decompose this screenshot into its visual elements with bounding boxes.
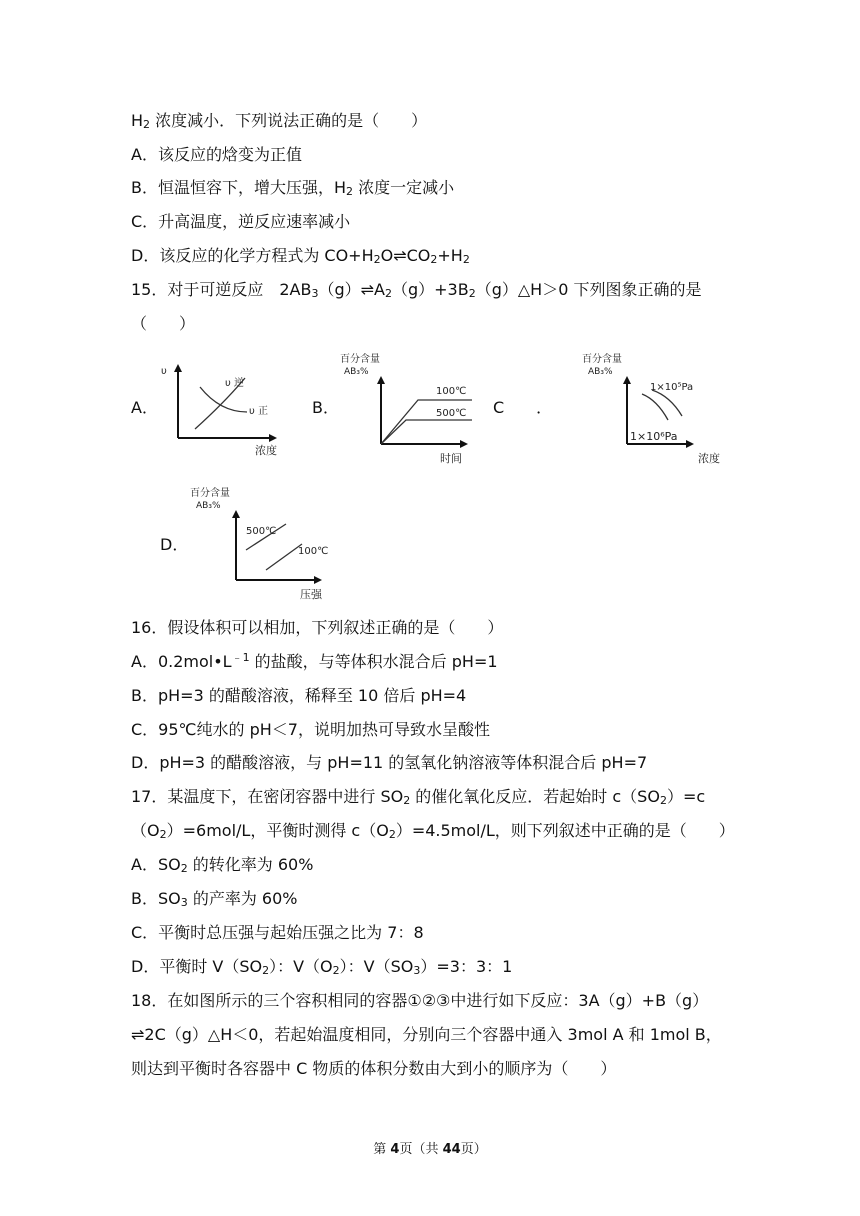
q16-option-b: B．pH=3 的醋酸溶液，稀释至 10 倍后 pH=4 bbox=[131, 686, 467, 705]
curve-500c bbox=[381, 420, 472, 444]
option-text: B．恒温恒容下，增大压强，H bbox=[131, 178, 347, 197]
option-text: O⇌CO bbox=[380, 246, 431, 265]
subscript: 2 bbox=[462, 253, 470, 266]
q15-option-d-label: D． bbox=[160, 535, 189, 554]
q14-stem-text: 浓度减小．下列说法正确的是（ ） bbox=[150, 111, 428, 130]
footer-text: 页（共 bbox=[399, 1142, 443, 1157]
x-axis-arrow bbox=[460, 440, 468, 448]
graph-c-svg bbox=[582, 350, 732, 468]
curve2-label: υ 正 bbox=[249, 406, 268, 417]
q15-option-b-label: B． bbox=[312, 398, 339, 417]
page-number: 4 bbox=[390, 1142, 400, 1157]
y-axis-arrow bbox=[232, 510, 240, 518]
x-label: 浓度 bbox=[255, 444, 277, 457]
graph-d bbox=[190, 484, 340, 602]
q17-option-c: C．平衡时总压强与起始压强之比为 7：8 bbox=[131, 923, 424, 942]
subscript: 2 bbox=[384, 287, 392, 300]
q16-option-c: C．95℃纯水的 pH＜7，说明加热可导致水呈酸性 bbox=[131, 720, 490, 739]
option-text: 的转化率为 60% bbox=[187, 855, 314, 874]
subscript: 2 bbox=[403, 794, 411, 807]
q17-stem-text: ）=4.5mol/L，则下列叙述中正确的是（ ） bbox=[395, 821, 735, 840]
curve2-label: 1×10⁶Pa bbox=[630, 430, 678, 443]
y-label-2: AB₃% bbox=[588, 367, 613, 377]
q15-stem bbox=[131, 279, 701, 301]
option-text: D．平衡时 V（SO bbox=[131, 957, 263, 976]
q15-stem-text: （g）△H＞0 下列图象正确的是 bbox=[475, 280, 702, 299]
q16-option-d: D．pH=3 的醋酸溶液，与 pH=11 的氢氧化钠溶液等体积混合后 pH=7 bbox=[131, 753, 648, 772]
q17-stem-text: ）=6mol/L，平衡时测得 c（O bbox=[166, 821, 389, 840]
graph-b-svg bbox=[338, 350, 478, 468]
curve2-label: 500℃ bbox=[436, 408, 467, 419]
x-label: 时间 bbox=[440, 452, 462, 465]
q14-option-b bbox=[131, 177, 454, 199]
y-label-1: 百分含量 bbox=[582, 354, 622, 365]
graph-d-svg bbox=[190, 484, 340, 602]
footer-text: 第 bbox=[373, 1142, 391, 1157]
subscript: 2 bbox=[180, 862, 188, 875]
option-text: D．该反应的化学方程式为 CO+H bbox=[131, 246, 374, 265]
curve-1e5 bbox=[642, 394, 668, 420]
curve-100c bbox=[266, 544, 302, 570]
q18-stem-line3: 则达到平衡时各容器中 C 物质的体积分数由大到小的顺序为（ ） bbox=[131, 1059, 617, 1078]
page-footer bbox=[0, 1138, 860, 1157]
curve-100c bbox=[381, 400, 472, 444]
curve1-label: υ 逆 bbox=[225, 378, 244, 389]
q17-stem-text: 17．某温度下，在密闭容器中进行 SO bbox=[131, 787, 404, 806]
superscript: ﹣1 bbox=[231, 651, 250, 664]
footer-text: 页） bbox=[460, 1142, 487, 1157]
option-text: B．SO bbox=[131, 889, 181, 908]
curve1-label: 100℃ bbox=[436, 386, 467, 397]
curve-forward bbox=[200, 387, 247, 412]
y-axis-arrow bbox=[623, 376, 631, 384]
q18-stem-line2: ⇌2C（g）△H＜0，若起始温度相同，分别向三个容器中通入 3mol A 和 1mol B， bbox=[131, 1025, 722, 1044]
q17-option-d bbox=[131, 956, 512, 978]
option-text: 的产率为 60% bbox=[187, 889, 298, 908]
x-label: 浓度 bbox=[698, 452, 720, 465]
option-text: A．0.2mol•L bbox=[131, 652, 232, 671]
q17-stem-text: （O bbox=[131, 821, 160, 840]
q15-stem-text: （g）+3B bbox=[391, 280, 469, 299]
subscript: 2 bbox=[468, 287, 476, 300]
q17-stem-cont bbox=[131, 820, 735, 842]
curve1-label: 1×10⁵Pa bbox=[650, 382, 694, 393]
q14-option-d bbox=[131, 245, 470, 267]
q17-stem-text: ）=c bbox=[666, 787, 706, 806]
option-text: ）=3：3：1 bbox=[420, 957, 513, 976]
graph-a-svg bbox=[155, 362, 290, 462]
subscript: 3 bbox=[413, 964, 421, 977]
graph-c bbox=[582, 350, 732, 468]
q18-stem-line1: 18．在如图所示的三个容积相同的容器①②③中进行如下反应：3A（g）+B（g） bbox=[131, 991, 709, 1010]
y-axis-arrow bbox=[377, 376, 385, 384]
q14-option-c: C．升高温度，逆反应速率减小 bbox=[131, 212, 351, 231]
y-label-2: AB₃% bbox=[344, 367, 369, 377]
y-label-1: 百分含量 bbox=[340, 354, 380, 365]
q15-stem-text: 15．对于可逆反应 2AB bbox=[131, 280, 312, 299]
option-text: ）：V（O bbox=[269, 957, 333, 976]
q16-stem: 16．假设体积可以相加，下列叙述正确的是（ ） bbox=[131, 618, 504, 637]
subscript: 2 bbox=[430, 253, 438, 266]
y-axis-arrow bbox=[174, 364, 182, 372]
q17-stem bbox=[131, 786, 705, 808]
subscript: 2 bbox=[346, 185, 354, 198]
option-text: 的盐酸，与等体积水混合后 pH=1 bbox=[249, 652, 498, 671]
option-text: +H bbox=[437, 246, 463, 265]
y-label-2: AB₃% bbox=[196, 501, 221, 511]
option-text: A．SO bbox=[131, 855, 181, 874]
subscript: 2 bbox=[262, 964, 270, 977]
q17-stem-text: 的催化氧化反应．若起始时 c（SO bbox=[410, 787, 660, 806]
q15-stem-text: （g）⇌A bbox=[318, 280, 385, 299]
curve1-label: 500℃ bbox=[246, 526, 277, 537]
q15-stem-cont: （ ） bbox=[131, 314, 196, 333]
q14-stem bbox=[131, 110, 427, 132]
q16-option-a bbox=[131, 651, 498, 673]
q17-option-a bbox=[131, 854, 313, 876]
subscript: 2 bbox=[159, 828, 167, 841]
q14-option-a: A．该反应的焓变为正值 bbox=[131, 145, 302, 164]
option-text: 浓度一定减小 bbox=[353, 178, 455, 197]
graph-b bbox=[338, 350, 478, 468]
subscript: 2 bbox=[388, 828, 396, 841]
x-axis-arrow bbox=[269, 434, 277, 442]
y-label-1: 百分含量 bbox=[190, 488, 230, 499]
total-pages: 44 bbox=[442, 1142, 461, 1157]
q15-option-c-label: C ． bbox=[493, 398, 553, 417]
subscript: 2 bbox=[373, 253, 381, 266]
option-text: ）：V（SO bbox=[339, 957, 414, 976]
subscript: 2 bbox=[143, 118, 151, 131]
curve2-label: 100℃ bbox=[298, 546, 329, 557]
graph-a bbox=[155, 362, 290, 462]
x-axis-arrow bbox=[314, 576, 322, 584]
subscript: 3 bbox=[180, 896, 188, 909]
curve-1e6 bbox=[652, 390, 682, 416]
q15-option-a-label: A． bbox=[131, 398, 158, 417]
subscript: 3 bbox=[311, 287, 319, 300]
subscript: 2 bbox=[659, 794, 667, 807]
subscript: 2 bbox=[332, 964, 340, 977]
x-label: 压强 bbox=[300, 588, 322, 601]
y-label: υ bbox=[161, 366, 167, 377]
q17-option-b bbox=[131, 888, 297, 910]
q14-stem-text: H bbox=[131, 111, 144, 130]
x-axis-arrow bbox=[686, 440, 694, 448]
